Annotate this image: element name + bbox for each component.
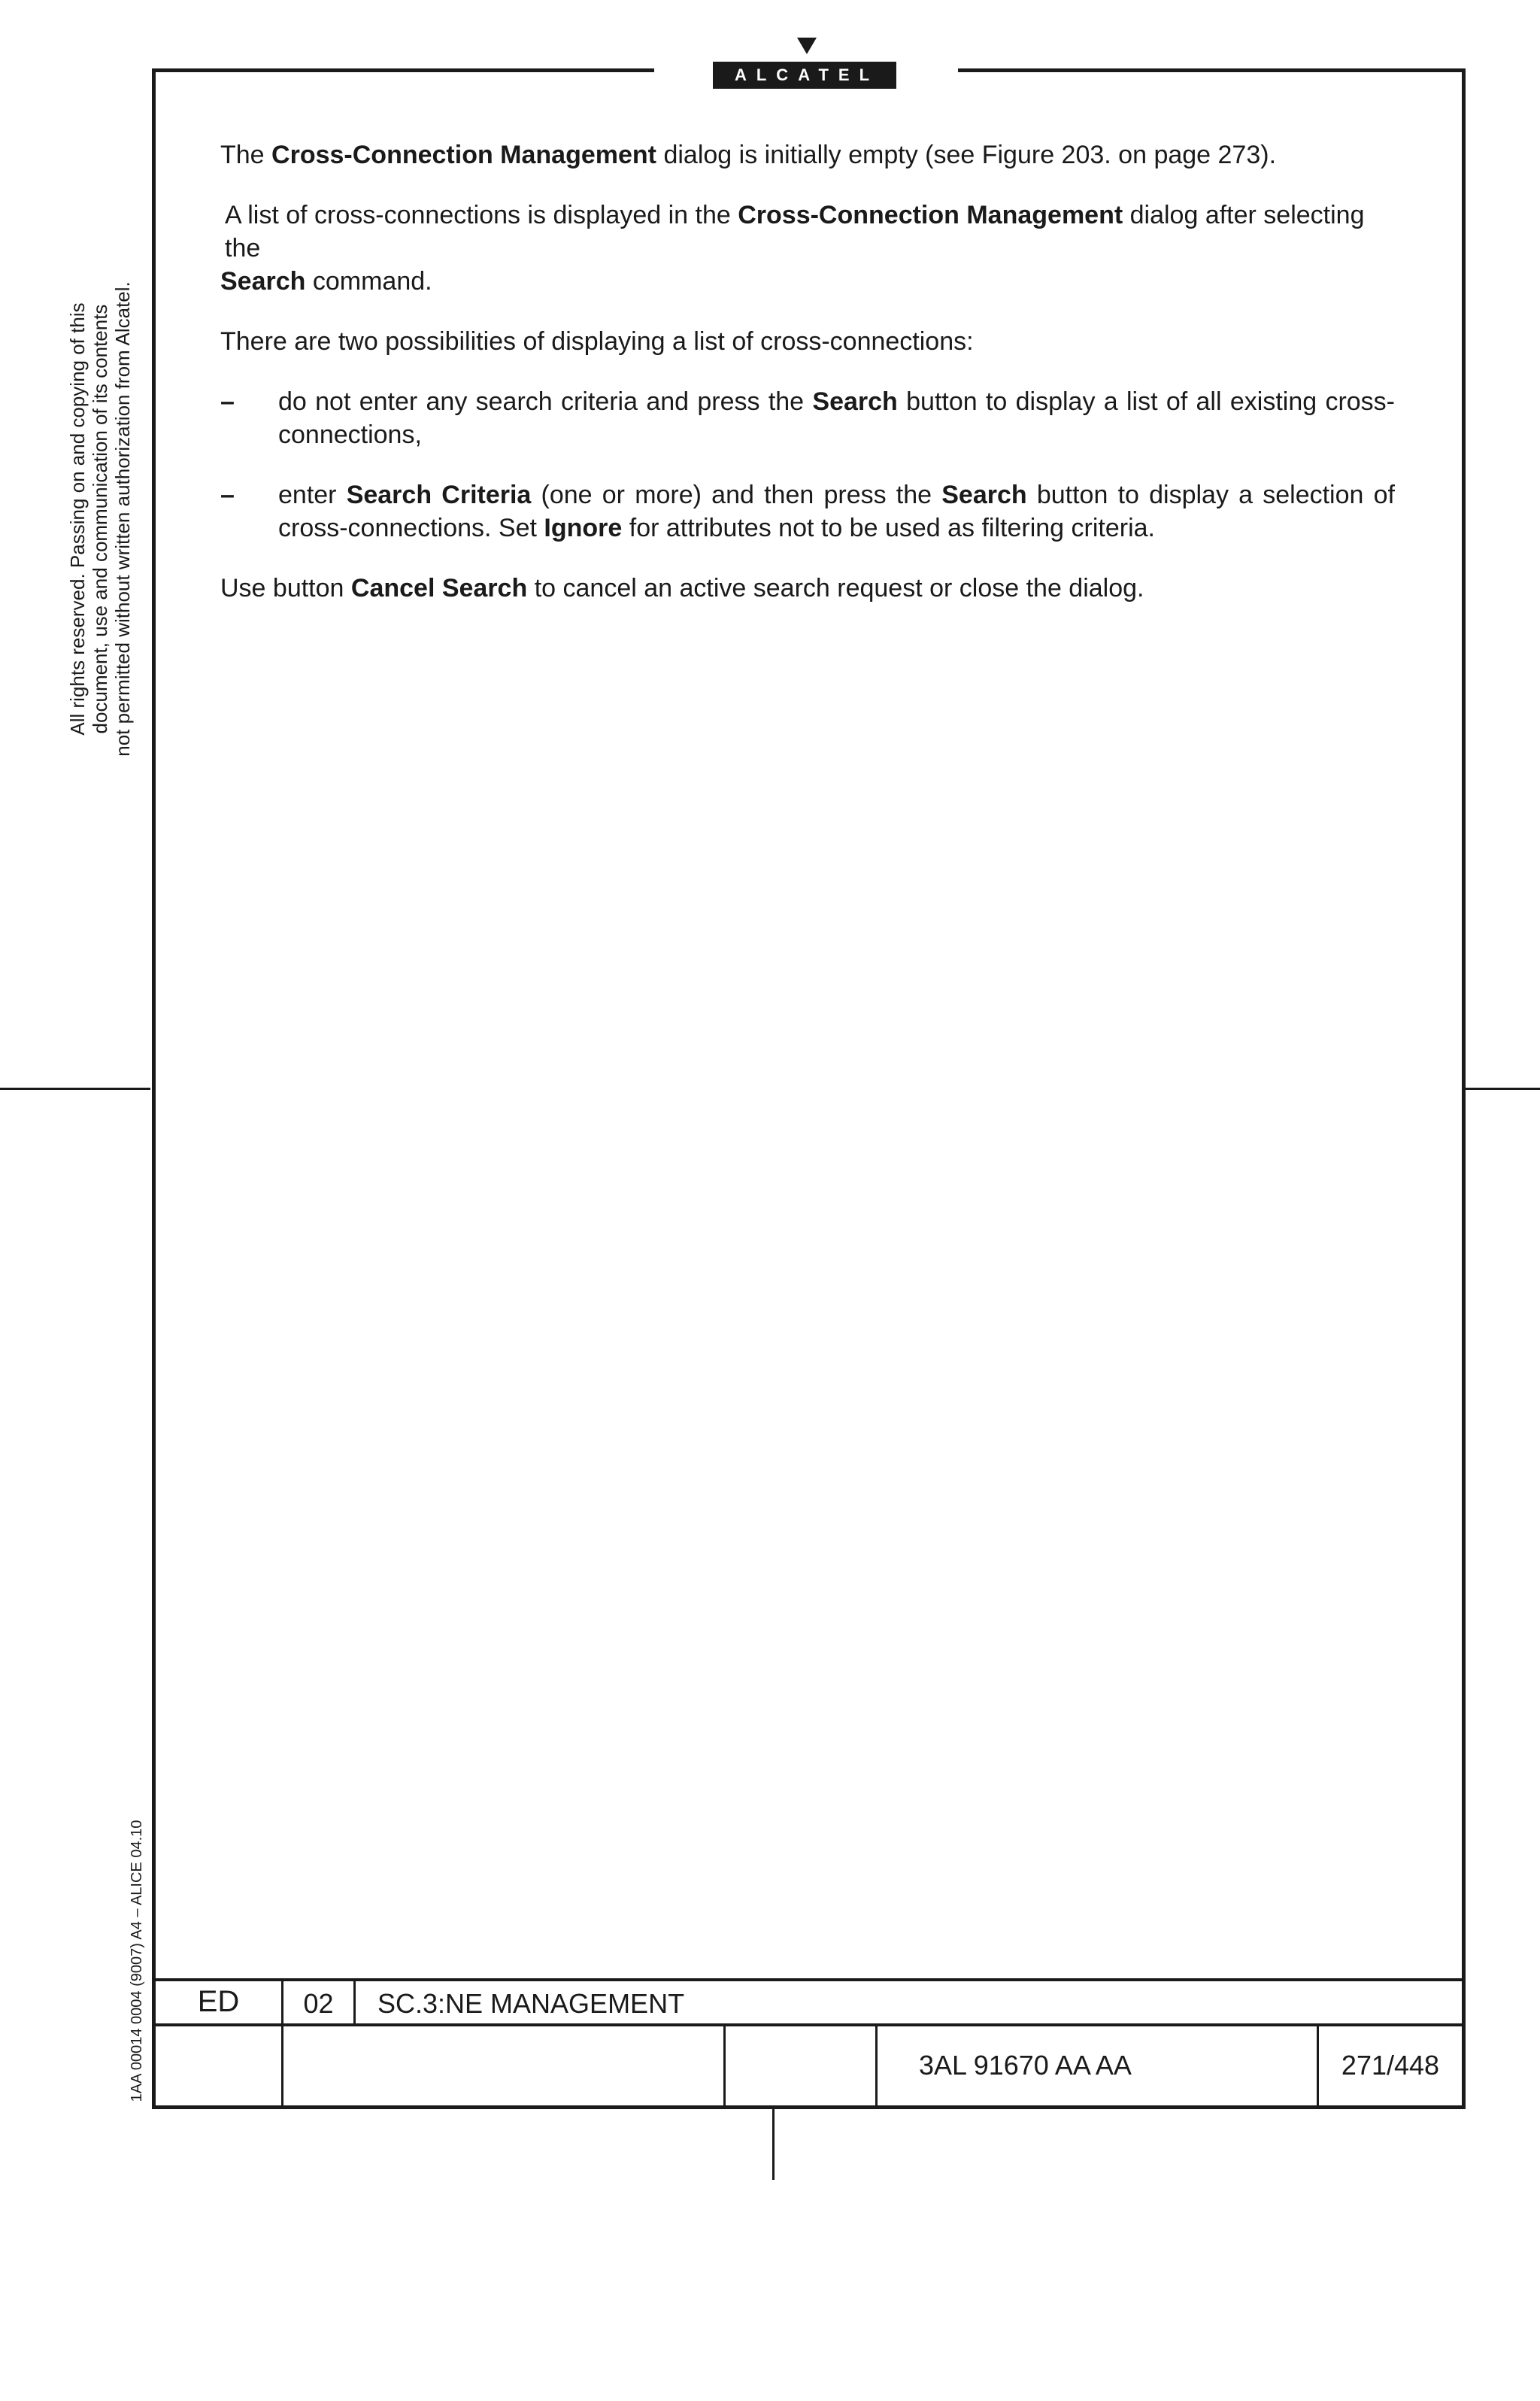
bullet-1 — [220, 385, 1395, 451]
b2-text-g: for attributes not to be used as filtering criteria. — [622, 514, 1155, 542]
p2-text-c: dialog after selecting the — [225, 201, 1365, 263]
bullet-2 — [220, 478, 1395, 545]
p1-text-a: The — [220, 141, 272, 169]
paragraph-2 — [220, 199, 1395, 298]
logo-triangle-icon — [797, 38, 817, 54]
fold-mark-right — [1465, 1088, 1540, 1090]
legal-notice — [66, 256, 141, 782]
b2-bold-search: Search — [941, 481, 1027, 509]
b2-bold-criteria: Search Criteria — [346, 481, 532, 509]
p1-bold: Cross-Connection Management — [271, 141, 656, 169]
bullet-2-text — [278, 478, 1395, 545]
frame-top-left — [152, 68, 654, 72]
footer-divider-3 — [723, 2023, 726, 2108]
frame-left — [152, 68, 156, 2109]
bullet-marker: – — [220, 481, 235, 509]
b2-text-e: button to display a selection of cross-connections. Set — [278, 481, 1395, 542]
footer-doc-number: 3AL 91670 AA AA — [919, 2050, 1132, 2081]
footer-ed-label: ED — [197, 1985, 240, 2018]
p2-text-a: A list of cross-connections is displayed in the — [225, 201, 738, 229]
legal-line-3: not permitted without written authorization from Alcatel. — [111, 281, 134, 757]
p4-text-a: Use button — [220, 574, 351, 603]
paragraph-3: There are two possibilities of displaying a list of cross-connections: — [220, 327, 974, 356]
paragraph-4 — [220, 572, 1395, 605]
footer-divider-2 — [353, 1978, 356, 2025]
footer-section: SC.3:NE MANAGEMENT — [377, 1988, 685, 2019]
p2-text-e: command. — [305, 267, 432, 296]
p1-text-c: dialog is initially empty (see Figure 203. on page 273). — [656, 141, 1277, 169]
p2-bold: Cross-Connection Management — [738, 201, 1123, 229]
frame-bottom — [152, 2105, 1466, 2109]
legal-line-1: All rights reserved. Passing on and copying of this — [66, 302, 89, 736]
alcatel-logo: ALCATEL — [713, 62, 896, 89]
bullet-1-text — [278, 385, 1395, 451]
form-code-text: 1AA 00014 0004 (9007) A4 – ALICE 04.10 — [129, 1820, 145, 2102]
footer-line-top — [152, 1978, 1466, 1981]
fold-mark-left — [0, 1088, 150, 1090]
footer-divider-4 — [875, 2023, 878, 2108]
b2-text-a: enter — [278, 481, 347, 509]
p4-text-c: to cancel an active search request or close the dialog. — [527, 574, 1144, 603]
footer-ed-value: 02 — [303, 1988, 334, 2019]
fold-mark-bottom — [772, 2109, 775, 2180]
frame-top-right — [958, 68, 1465, 72]
page-body — [220, 138, 1395, 632]
legal-line-2: document, use and communication of its contents — [89, 304, 111, 734]
form-code — [128, 1820, 150, 2401]
b1-bold: Search — [812, 387, 898, 416]
footer-line-middle — [152, 2023, 1466, 2026]
p4-bold: Cancel Search — [350, 574, 528, 603]
b2-text-c: (one or more) and then press the — [531, 481, 942, 509]
bullet-marker: – — [220, 387, 235, 416]
footer-page-number: 271/448 — [1341, 2050, 1440, 2081]
p2-bold-search: Search — [220, 267, 306, 296]
b2-bold-ignore: Ignore — [544, 514, 623, 542]
b1-text-c: button to display a list of all existing cross-connections, — [278, 387, 1396, 449]
b1-text-a: do not enter any search criteria and press the — [278, 387, 813, 416]
paragraph-1 — [220, 138, 1395, 172]
